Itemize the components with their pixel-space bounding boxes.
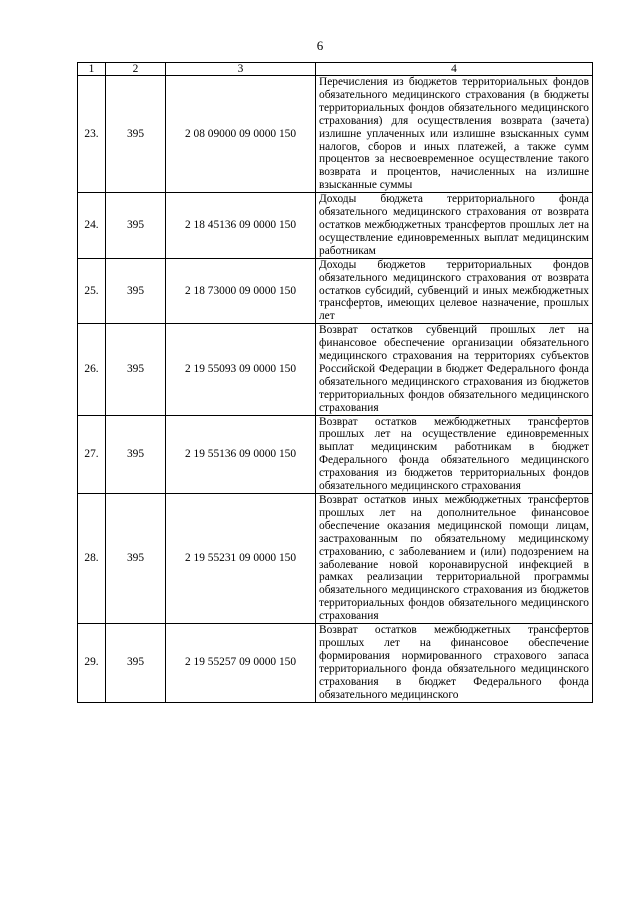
row-number: 23.	[78, 76, 106, 193]
row-number: 28.	[78, 494, 106, 624]
revenue-description: Возврат остатков субвенций прошлых лет на финансовое обеспечение организации обязательного медицинского страхования на территориях субъектов Российской Федерации в бюджет Федерального фонда обязательного медицинского страхования из бюджетов территориальных фондов обязательного медицинского страхования	[316, 324, 593, 415]
revenue-description: Возврат остатков межбюджетных трансфертов прошлых лет на осуществление единовременных выплат медицинским работникам в бюджет Федерального фонда обязательного медицинского страхования из бюджетов территориальных фондов обязательного медицинского страхования	[316, 415, 593, 493]
table-row	[78, 193, 593, 259]
revenue-code: 2 19 55257 09 0000 150	[166, 624, 316, 702]
row-number: 29.	[78, 624, 106, 702]
table-row	[78, 494, 593, 624]
row-number: 25.	[78, 258, 106, 324]
revenue-description: Возврат остатков межбюджетных трансфертов прошлых лет на финансовое обеспечение формирования нормированного страхового запаса территориального фонда обязательного медицинского страхования в бюджет Федерального фонда обязательного медицинского	[316, 624, 593, 702]
revenue-description: Возврат остатков иных межбюджетных трансфертов прошлых лет на дополнительное финансовое обеспечение оказания медицинской помощи лицам, застрахованным по обязательному медицинскому страхованию, с заболеванием и (или) подозрением на заболевание новой коронавирусной инфекцией в рамках реализации территориальной программы обязательного медицинского страхования из бюджетов территориальных фондов обязательного медицинского страхования	[316, 494, 593, 624]
revenue-description: Доходы бюджетов территориальных фондов обязательного медицинского страхования от возврата остатков субсидий, субвенций и иных межбюджетных трансфертов, имеющих целевое назначение, прошлых лет	[316, 258, 593, 324]
table-row	[78, 624, 593, 702]
header-col-1: 1	[78, 63, 106, 76]
page-number: 6	[316, 38, 324, 53]
administrator-code: 395	[106, 415, 166, 493]
header-col-3: 3	[166, 63, 316, 76]
revenue-codes-table	[77, 62, 593, 703]
administrator-code: 395	[106, 624, 166, 702]
row-number: 24.	[78, 193, 106, 259]
header-col-4: 4	[316, 63, 593, 76]
revenue-code: 2 19 55136 09 0000 150	[166, 415, 316, 493]
revenue-code: 2 19 55231 09 0000 150	[166, 494, 316, 624]
row-number: 26.	[78, 324, 106, 415]
revenue-code: 2 19 55093 09 0000 150	[166, 324, 316, 415]
revenue-code: 2 18 45136 09 0000 150	[166, 193, 316, 259]
revenue-description: Перечисления из бюджетов территориальных фондов обязательного медицинского страхования (в бюджеты территориальных фондов обязательного медицинского страхования) для осуществления возврата (зачета) излишне уплаченных или излишне взысканных сумм налогов, сборов и иных платежей, а также сумм процентов за несвоевременное осуществление такого возврата и процентов, начисленных на излишне взысканные суммы	[316, 76, 593, 193]
table-row	[78, 324, 593, 415]
administrator-code: 395	[106, 324, 166, 415]
table-header-row	[78, 63, 593, 76]
table-row	[78, 415, 593, 493]
row-number: 27.	[78, 415, 106, 493]
revenue-code: 2 18 73000 09 0000 150	[166, 258, 316, 324]
administrator-code: 395	[106, 76, 166, 193]
revenue-description: Доходы бюджета территориального фонда обязательного медицинского страхования от возврата остатков межбюджетных трансфертов прошлых лет на осуществление единовременных выплат медицинским работникам	[316, 193, 593, 259]
revenue-code: 2 08 09000 09 0000 150	[166, 76, 316, 193]
table-row	[78, 258, 593, 324]
table-row	[78, 76, 593, 193]
administrator-code: 395	[106, 193, 166, 259]
administrator-code: 395	[106, 258, 166, 324]
administrator-code: 395	[106, 494, 166, 624]
header-col-2: 2	[106, 63, 166, 76]
